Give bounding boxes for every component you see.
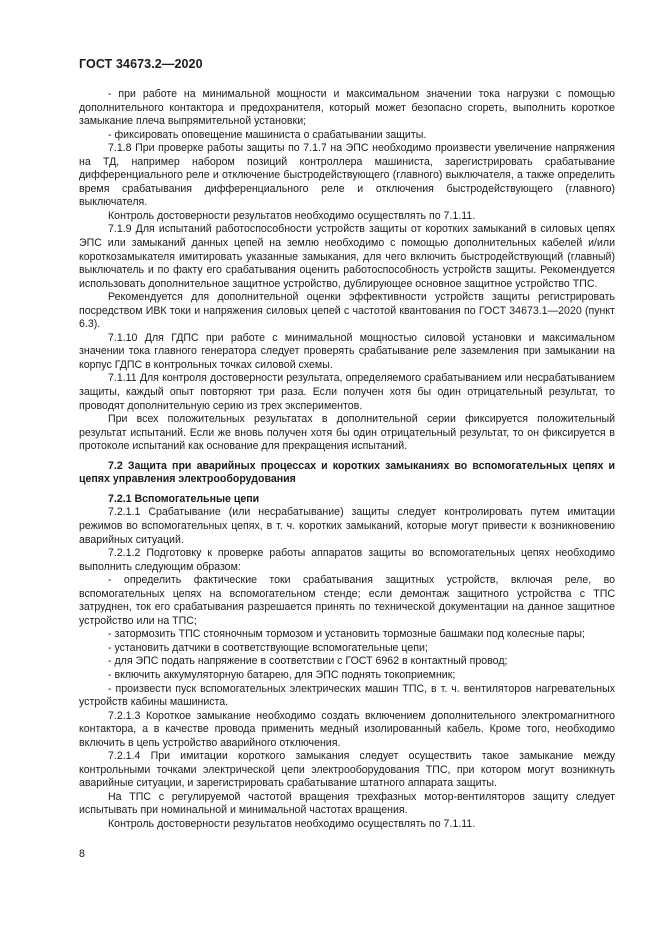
- paragraph: 7.1.11 Для контроля достоверности результата, определяемого срабатыванием или несрабатыванием защиты, каждый опыт повторяют три раза. Если получен хотя бы один отрицательный результат, то проводят дополнительную серию из трех экспериментов.: [79, 372, 615, 412]
- paragraph: 7.2.1.4 При имитации короткого замыкания следует осуществить такое замыкание между контрольными точками электрической цепи электрооборудования ТПС, при котором могут возникнуть аварийные ситуации, и зарегистрировать срабатывание штатного аппарата защиты.: [79, 750, 615, 790]
- subsection-heading: 7.2.1 Вспомогательные цепи: [108, 492, 260, 505]
- paragraph: 7.2.1.2 Подготовку к проверке работы аппаратов защиты во вспомогательных цепях необходимо выполнить следующим образом:: [79, 547, 615, 573]
- paragraph: 7.1.9 Для испытаний работоспособности устройств защиты от коротких замыканий в силовых цепях ЭПС или замыканий данных цепей на землю необходимо с помощью дополнительных кабелей и/или короткозамыкателя имитировать указанные замыкания, для чего включить быстродействующий (главный) выключатель и по факту его срабатывания оценить работоспособность устройств защиты. Рекомендуется использовать дополнительное защитное устройство, дублирующее основное защитное устройство ТПС.: [79, 223, 615, 290]
- paragraph: Контроль достоверности результатов необходимо осуществлять по 7.1.11.: [108, 209, 476, 222]
- list-item: - для ЭПС подать напряжение в соответствии с ГОСТ 6962 в контактный провод;: [108, 655, 508, 668]
- page-number: 8: [79, 848, 85, 860]
- paragraph: - при работе на минимальной мощности и максимальном значении тока нагрузки с помощью дополнительного контактора и предохранителя, который может безопасно сгореть, выполнить короткое замыкание плеча выпрямительной установки;: [79, 88, 615, 128]
- document-code-header: ГОСТ 34673.2—2020: [79, 57, 203, 71]
- list-item: - определить фактические токи срабатывания защитных устройств, включая реле, во вспомогательных цепях на вспомогательном стенде; если демонтаж защитного устройства с ТПС затруднен, ток его срабатывания разрешается принять по технической документации на данное защитное устройство или на ТПС;: [79, 574, 615, 627]
- paragraph: 7.1.8 При проверке работы защиты по 7.1.7 на ЭПС необходимо произвести увеличение напряжения на ТД, например набором позиций контроллера машиниста, зарегистрировать срабатывание дифференциального реле и отключение быстродействующего (главного) выключателя, а также определить время срабатывания дифференциального реле и отключения быстродействующего (главного) выключателя.: [79, 142, 615, 209]
- paragraph: 7.2.1.1 Срабатывание (или несрабатывание) защиты следует контролировать путем имитации режимов во вспомогательных цепях, в т. ч. коротких замыканий, которые могут привести к возникновению аварийных ситуаций.: [79, 506, 615, 546]
- list-item: - включить аккумуляторную батарею, для ЭПС поднять токоприемник;: [108, 668, 456, 681]
- list-item: - произвести пуск вспомогательных электрических машин ТПС, в т. ч. вентиляторов нагревательных устройств кабины машиниста.: [79, 682, 615, 709]
- paragraph: Контроль достоверности результатов необходимо осуществлять по 7.1.11.: [108, 817, 476, 830]
- paragraph: - фиксировать оповещение машиниста о срабатывании защиты.: [108, 128, 427, 141]
- paragraph: Рекомендуется для дополнительной оценки эффективности устройств защиты регистрировать посредством ИВК токи и напряжения силовых цепей с частотой квантования по ГОСТ 34673.1—2020 (пункт 6.3).: [79, 291, 615, 331]
- paragraph: 7.2.1.3 Короткое замыкание необходимо создать включением дополнительного электромагнитного контактора, а в качестве провода применить медный изолированный кабель. Кроме того, необходимо включить в цепь устройство аварийного отключения.: [79, 709, 615, 749]
- paragraph: При всех положительных результатах в дополнительной серии фиксируется положительный результат испытаний. Если же вновь получен хотя бы один отрицательный результат, то он фиксируется в протоколе испытаний как основание для прекращения испытаний.: [79, 413, 615, 453]
- section-heading: 7.2 Защита при аварийных процессах и коротких замыканиях во вспомогательных цепях и цепях управления электрооборудования: [79, 459, 615, 486]
- list-item: - затормозить ТПС стояночным тормозом и установить тормозные башмаки под колесные пары;: [108, 628, 585, 641]
- paragraph: 7.1.10 Для ГДПС при работе с минимальной мощностью силовой установки и максимальном значении тока главного генератора следует проверять срабатывание реле заземления при замыкании на корпус ГДПС в контрольных точках силовой схемы.: [79, 331, 615, 371]
- document-body: [79, 88, 615, 832]
- paragraph: На ТПС с регулируемой частотой вращения трехфазных мотор-вентиляторов защиту следует испытывать при номинальной и минимальной частотах вращения.: [79, 790, 615, 817]
- list-item: - установить датчики в соответствующие вспомогательные цепи;: [108, 641, 428, 654]
